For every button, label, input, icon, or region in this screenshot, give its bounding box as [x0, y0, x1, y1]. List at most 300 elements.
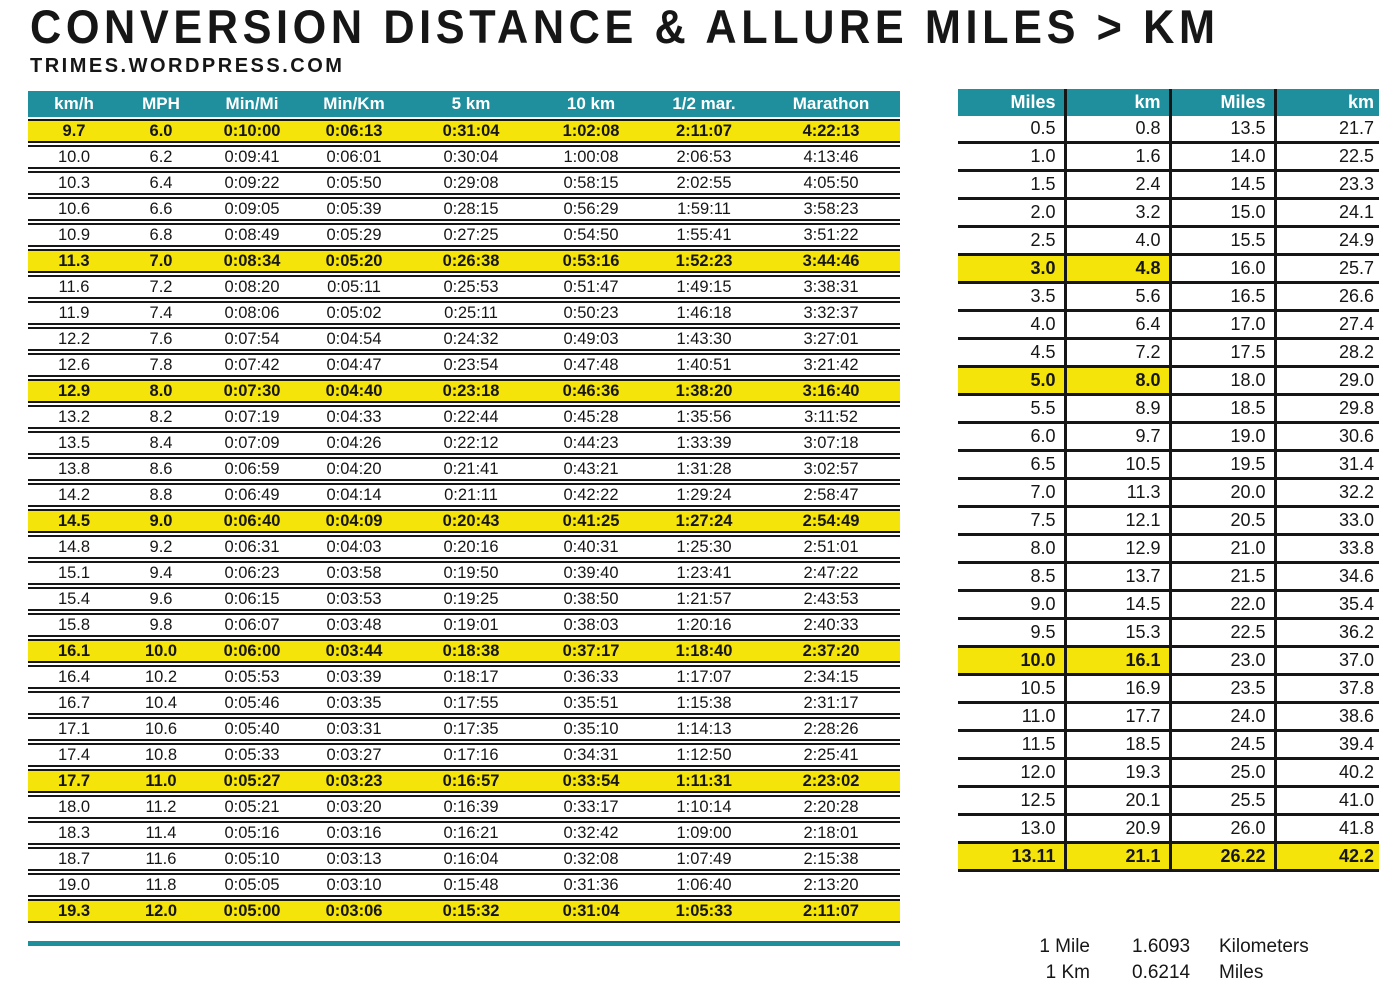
pace-table-cell: 0:05:33 — [202, 743, 302, 767]
pace-table-cell: 0:08:34 — [202, 249, 302, 273]
pace-table-cell: 0:08:49 — [202, 223, 302, 247]
distance-table-cell: 15.0 — [1170, 199, 1275, 227]
distance-table-cell: 23.5 — [1170, 675, 1275, 703]
pace-table-row — [28, 873, 900, 897]
pace-table-cell: 0:07:42 — [202, 353, 302, 377]
site-url: TRIMES.WORDPRESS.COM — [30, 55, 345, 77]
pace-table-cell: 0:04:40 — [302, 379, 406, 403]
pace-table-cell: 0:21:41 — [406, 457, 536, 481]
pace-table-cell: 0:29:08 — [406, 171, 536, 195]
pace-table-cell: 0:18:38 — [406, 639, 536, 663]
pace-table-cell: 0:38:03 — [536, 613, 646, 637]
distance-table-row — [958, 283, 1379, 311]
footnote-km-to-mile — [1008, 960, 1379, 986]
distance-table-cell: 28.2 — [1275, 339, 1379, 367]
distance-table-cell: 6.5 — [958, 451, 1065, 479]
distance-table-cell: 1.0 — [958, 143, 1065, 171]
distance-table-cell: 10.5 — [1065, 451, 1170, 479]
pace-table-cell: 9.8 — [120, 613, 202, 637]
pace-table-cell: 6.2 — [120, 145, 202, 169]
column-header-mph: MPH — [120, 91, 202, 117]
pace-table-cell: 1:29:24 — [646, 483, 762, 507]
pace-table-cell: 7.4 — [120, 301, 202, 325]
distance-table-cell: 16.0 — [1170, 255, 1275, 283]
pace-table-cell: 0:44:23 — [536, 431, 646, 455]
distance-table-cell: 7.0 — [958, 479, 1065, 507]
pace-table-cell: 3:58:23 — [762, 197, 900, 221]
distance-table-row — [958, 451, 1379, 479]
pace-table-cell: 0:06:07 — [202, 613, 302, 637]
pace-table-cell: 3:38:31 — [762, 275, 900, 299]
pace-table-cell: 0:51:47 — [536, 275, 646, 299]
distance-table-row — [958, 675, 1379, 703]
pace-table-cell: 0:05:02 — [302, 301, 406, 325]
distance-table-cell: 3.5 — [958, 283, 1065, 311]
pace-table-cell: 7.6 — [120, 327, 202, 351]
pace-table-cell: 0:17:16 — [406, 743, 536, 767]
distance-table-cell: 14.0 — [1170, 143, 1275, 171]
pace-table-cell: 2:15:38 — [762, 847, 900, 871]
distance-table-row — [958, 255, 1379, 283]
distance-table-cell: 33.0 — [1275, 507, 1379, 535]
distance-table-cell: 41.8 — [1275, 815, 1379, 843]
pace-table-row — [28, 795, 900, 819]
page-title: CONVERSION DISTANCE & ALLURE MILES > KM — [30, 0, 1220, 53]
content — [0, 89, 1379, 986]
distance-table-cell: 4.8 — [1065, 255, 1170, 283]
conversion-notes — [958, 934, 1379, 986]
pace-table-cell: 0:28:15 — [406, 197, 536, 221]
pace-table-cell: 0:36:33 — [536, 665, 646, 689]
pace-table-row — [28, 145, 900, 169]
pace-table-cell: 0:25:11 — [406, 301, 536, 325]
distance-table-row — [958, 507, 1379, 535]
distance-table-cell: 26.6 — [1275, 283, 1379, 311]
pace-table-cell: 0:03:20 — [302, 795, 406, 819]
pace-table-cell: 0:05:16 — [202, 821, 302, 845]
pace-table-cell: 1:49:15 — [646, 275, 762, 299]
pace-table-cell: 0:25:53 — [406, 275, 536, 299]
column-header-min-mi: Min/Mi — [202, 91, 302, 117]
pace-table-cell: 11.3 — [28, 249, 120, 273]
pace-table-cell: 0:03:39 — [302, 665, 406, 689]
pace-table-cell: 0:19:50 — [406, 561, 536, 585]
distance-table-row — [958, 339, 1379, 367]
pace-table-cell: 1:40:51 — [646, 353, 762, 377]
distance-table-cell: 25.0 — [1170, 759, 1275, 787]
pace-table-cell: 0:06:01 — [302, 145, 406, 169]
pace-table-cell: 0:05:50 — [302, 171, 406, 195]
distance-table-cell: 10.0 — [958, 647, 1065, 675]
distance-table-cell: 18.5 — [1170, 395, 1275, 423]
distance-table-cell: 37.0 — [1275, 647, 1379, 675]
pace-table-row — [28, 275, 900, 299]
pace-table-cell: 0:05:00 — [202, 899, 302, 923]
pace-table-cell: 0:06:15 — [202, 587, 302, 611]
pace-table-cell: 0:05:53 — [202, 665, 302, 689]
pace-table-cell: 1:20:16 — [646, 613, 762, 637]
pace-table-cell: 13.5 — [28, 431, 120, 455]
distance-table-cell: 14.5 — [1170, 171, 1275, 199]
pace-table-cell: 2:11:07 — [762, 899, 900, 923]
pace-table-cell: 17.4 — [28, 743, 120, 767]
pace-table-cell: 12.0 — [120, 899, 202, 923]
distance-table-cell: 18.5 — [1065, 731, 1170, 759]
distance-table-row — [958, 535, 1379, 563]
pace-table-cell: 3:11:52 — [762, 405, 900, 429]
column-header-min-km: Min/Km — [302, 91, 406, 117]
pace-table-cell: 0:07:30 — [202, 379, 302, 403]
pace-table-cell: 1:11:31 — [646, 769, 762, 793]
pace-table-cell: 2:40:33 — [762, 613, 900, 637]
distance-table-cell: 21.1 — [1065, 843, 1170, 871]
distance-table-cell: 35.4 — [1275, 591, 1379, 619]
distance-table-cell: 39.4 — [1275, 731, 1379, 759]
distance-table-row — [958, 591, 1379, 619]
pace-table-cell: 0:10:00 — [202, 119, 302, 143]
pace-table-cell: 11.6 — [28, 275, 120, 299]
pace-table-cell: 2:13:20 — [762, 873, 900, 897]
pace-table-cell: 0:07:19 — [202, 405, 302, 429]
pace-table-cell: 8.4 — [120, 431, 202, 455]
pace-table-cell: 1:14:13 — [646, 717, 762, 741]
pace-table-cell: 0:04:33 — [302, 405, 406, 429]
pace-table-cell: 0:03:10 — [302, 873, 406, 897]
pace-table-section — [28, 89, 900, 946]
distance-table-cell: 16.5 — [1170, 283, 1275, 311]
distance-table-cell: 10.5 — [958, 675, 1065, 703]
pace-table-cell: 0:20:43 — [406, 509, 536, 533]
pace-table-cell: 2:37:20 — [762, 639, 900, 663]
pace-table-cell: 9.0 — [120, 509, 202, 533]
distance-table-cell: 19.3 — [1065, 759, 1170, 787]
pace-table-cell: 3:02:57 — [762, 457, 900, 481]
pace-table-cell: 1:02:08 — [536, 119, 646, 143]
pace-table-cell: 0:23:54 — [406, 353, 536, 377]
pace-table-cell: 14.5 — [28, 509, 120, 533]
pace-table-cell: 0:05:40 — [202, 717, 302, 741]
distance-table-cell: 14.5 — [1065, 591, 1170, 619]
pace-table-cell: 4:13:46 — [762, 145, 900, 169]
pace-table-cell: 12.2 — [28, 327, 120, 351]
distance-table-cell: 16.9 — [1065, 675, 1170, 703]
pace-table-row — [28, 899, 900, 923]
pace-table-cell: 1:59:11 — [646, 197, 762, 221]
pace-table-row — [28, 743, 900, 767]
footnote-mile-to-km — [1008, 934, 1379, 960]
pace-table-cell: 10.3 — [28, 171, 120, 195]
pace-table-cell: 1:09:00 — [646, 821, 762, 845]
distance-table-cell: 0.5 — [958, 116, 1065, 143]
distance-table-cell: 20.5 — [1170, 507, 1275, 535]
distance-table-cell: 9.5 — [958, 619, 1065, 647]
distance-table-cell: 18.0 — [1170, 367, 1275, 395]
distance-table-cell: 5.0 — [958, 367, 1065, 395]
distance-table-row — [958, 563, 1379, 591]
pace-table-row — [28, 431, 900, 455]
pace-table-cell: 2:06:53 — [646, 145, 762, 169]
pace-table-cell: 18.0 — [28, 795, 120, 819]
pace-table-cell: 0:37:17 — [536, 639, 646, 663]
distance-table-cell: 33.8 — [1275, 535, 1379, 563]
distance-table-cell: 8.0 — [1065, 367, 1170, 395]
pace-table-cell: 2:11:07 — [646, 119, 762, 143]
pace-table-row — [28, 327, 900, 351]
distance-table-cell: 24.0 — [1170, 703, 1275, 731]
pace-table-row — [28, 665, 900, 689]
pace-table-cell: 0:40:31 — [536, 535, 646, 559]
distance-table-cell: 23.3 — [1275, 171, 1379, 199]
distance-table-row — [958, 731, 1379, 759]
pace-table-cell: 2:51:01 — [762, 535, 900, 559]
distance-table-row — [958, 367, 1379, 395]
distance-table-cell: 15.5 — [1170, 227, 1275, 255]
pace-table-cell: 18.7 — [28, 847, 120, 871]
column-header-10km: 10 km — [536, 91, 646, 117]
pace-table-cell: 1:33:39 — [646, 431, 762, 455]
pace-table-cell: 0:06:31 — [202, 535, 302, 559]
pace-table-cell: 0:39:40 — [536, 561, 646, 585]
pace-table-row — [28, 847, 900, 871]
distance-table-cell: 4.0 — [958, 311, 1065, 339]
pace-table-cell: 0:31:04 — [406, 119, 536, 143]
pace-table-cell: 0:19:25 — [406, 587, 536, 611]
pace-table-cell: 17.7 — [28, 769, 120, 793]
pace-table-cell: 9.7 — [28, 119, 120, 143]
pace-table-row — [28, 457, 900, 481]
pace-table-row — [28, 301, 900, 325]
footnote-unit: Kilometers — [1219, 936, 1309, 957]
distance-table-cell: 11.5 — [958, 731, 1065, 759]
pace-table-cell: 0:20:16 — [406, 535, 536, 559]
distance-table-cell: 22.0 — [1170, 591, 1275, 619]
pace-table-cell: 1:46:18 — [646, 301, 762, 325]
distance-table-cell: 6.0 — [958, 423, 1065, 451]
pace-table-cell: 2:28:26 — [762, 717, 900, 741]
pace-table-cell: 0:09:22 — [202, 171, 302, 195]
distance-table-cell: 29.8 — [1275, 395, 1379, 423]
pace-table-cell: 10.9 — [28, 223, 120, 247]
distance-table-cell: 23.0 — [1170, 647, 1275, 675]
pace-table-cell: 0:19:01 — [406, 613, 536, 637]
pace-table-cell: 0:05:46 — [202, 691, 302, 715]
pace-table-cell: 3:32:37 — [762, 301, 900, 325]
pace-table-cell: 0:05:10 — [202, 847, 302, 871]
distance-table-row — [958, 143, 1379, 171]
pace-table-cell: 0:03:13 — [302, 847, 406, 871]
pace-table-cell: 14.2 — [28, 483, 120, 507]
distance-table-cell: 7.5 — [958, 507, 1065, 535]
pace-table-cell: 0:47:48 — [536, 353, 646, 377]
pace-table-cell: 0:03:58 — [302, 561, 406, 585]
distance-table-cell: 26.0 — [1170, 815, 1275, 843]
distance-table-cell: 4.0 — [1065, 227, 1170, 255]
pace-table-cell: 0:53:16 — [536, 249, 646, 273]
distance-table-cell: 12.0 — [958, 759, 1065, 787]
pace-table-cell: 0:21:11 — [406, 483, 536, 507]
distance-table-cell: 13.5 — [1170, 116, 1275, 143]
pace-table-cell: 0:24:32 — [406, 327, 536, 351]
distance-table-row — [958, 815, 1379, 843]
distance-table-cell: 41.0 — [1275, 787, 1379, 815]
pace-table-cell: 0:09:41 — [202, 145, 302, 169]
pace-table-cell: 0:43:21 — [536, 457, 646, 481]
distance-table-cell: 13.0 — [958, 815, 1065, 843]
pace-table-row — [28, 717, 900, 741]
pace-table-cell: 1:52:23 — [646, 249, 762, 273]
pace-table-row — [28, 223, 900, 247]
footnote-value: 1.6093 — [1132, 936, 1191, 957]
pace-table-cell: 11.4 — [120, 821, 202, 845]
pace-table-cell: 7.0 — [120, 249, 202, 273]
distance-table-row — [958, 423, 1379, 451]
pace-table-cell: 3:27:01 — [762, 327, 900, 351]
distance-table-row — [958, 647, 1379, 675]
pace-table-cell: 0:05:29 — [302, 223, 406, 247]
distance-table-row — [958, 787, 1379, 815]
pace-table-cell: 0:38:50 — [536, 587, 646, 611]
pace-table-cell: 0:05:39 — [302, 197, 406, 221]
pace-table-cell: 0:06:13 — [302, 119, 406, 143]
distance-table-cell: 40.2 — [1275, 759, 1379, 787]
pace-table-cell: 0:33:54 — [536, 769, 646, 793]
pace-table-cell: 10.8 — [120, 743, 202, 767]
pace-table-cell: 0:16:57 — [406, 769, 536, 793]
distance-table-cell: 6.4 — [1065, 311, 1170, 339]
pace-table-row — [28, 509, 900, 533]
pace-table-cell: 13.8 — [28, 457, 120, 481]
pace-table-cell: 0:06:49 — [202, 483, 302, 507]
pace-table-cell: 0:49:03 — [536, 327, 646, 351]
pace-table-row — [28, 171, 900, 195]
pace-table-cell: 2:34:15 — [762, 665, 900, 689]
pace-table-cell: 0:08:20 — [202, 275, 302, 299]
distance-table-section — [958, 89, 1379, 986]
pace-table-cell: 0:08:06 — [202, 301, 302, 325]
distance-table-cell: 22.5 — [1275, 143, 1379, 171]
pace-table-body — [28, 119, 900, 923]
pace-table-cell: 1:06:40 — [646, 873, 762, 897]
pace-table-cell: 16.1 — [28, 639, 120, 663]
pace-table-cell: 10.6 — [28, 197, 120, 221]
pace-table-row — [28, 405, 900, 429]
column-header-5km: 5 km — [406, 91, 536, 117]
distance-table-cell: 24.5 — [1170, 731, 1275, 759]
distance-table-cell: 34.6 — [1275, 563, 1379, 591]
distance-table-cell: 8.5 — [958, 563, 1065, 591]
distance-table-cell: 17.5 — [1170, 339, 1275, 367]
distance-table-row — [958, 311, 1379, 339]
distance-table-row — [958, 171, 1379, 199]
pace-table-row — [28, 587, 900, 611]
distance-table-cell: 31.4 — [1275, 451, 1379, 479]
pace-table-cell: 3:21:42 — [762, 353, 900, 377]
pace-table-row — [28, 249, 900, 273]
distance-table-cell: 21.7 — [1275, 116, 1379, 143]
pace-table-cell: 19.0 — [28, 873, 120, 897]
pace-table-cell: 16.4 — [28, 665, 120, 689]
distance-table-cell: 9.7 — [1065, 423, 1170, 451]
pace-table-cell: 0:15:48 — [406, 873, 536, 897]
pace-table-row — [28, 561, 900, 585]
pace-table-cell: 1:07:49 — [646, 847, 762, 871]
pace-table-row — [28, 769, 900, 793]
distance-table-cell: 17.7 — [1065, 703, 1170, 731]
pace-table-row — [28, 691, 900, 715]
pace-table-cell: 0:03:35 — [302, 691, 406, 715]
distance-table-cell: 20.9 — [1065, 815, 1170, 843]
footnote-value: 0.6214 — [1132, 962, 1191, 983]
pace-table-cell: 7.8 — [120, 353, 202, 377]
column-header-miles-1: Miles — [958, 89, 1065, 116]
pace-table-cell: 1:12:50 — [646, 743, 762, 767]
pace-table-cell: 9.4 — [120, 561, 202, 585]
pace-table-cell: 0:22:12 — [406, 431, 536, 455]
distance-table-body — [958, 116, 1379, 871]
distance-table-cell: 30.6 — [1275, 423, 1379, 451]
distance-table-cell: 21.5 — [1170, 563, 1275, 591]
distance-table-cell: 19.0 — [1170, 423, 1275, 451]
pace-table-cell: 0:16:04 — [406, 847, 536, 871]
distance-table-cell: 2.0 — [958, 199, 1065, 227]
pace-table-cell: 0:03:31 — [302, 717, 406, 741]
pace-table-cell: 0:06:59 — [202, 457, 302, 481]
pace-table-cell: 0:22:44 — [406, 405, 536, 429]
column-header-km-2: km — [1275, 89, 1379, 116]
pace-table-cell: 0:04:54 — [302, 327, 406, 351]
distance-table-cell: 13.11 — [958, 843, 1065, 871]
distance-table-cell: 16.1 — [1065, 647, 1170, 675]
pace-table-cell: 4:22:13 — [762, 119, 900, 143]
pace-table-cell: 0:04:14 — [302, 483, 406, 507]
pace-table-cell: 3:44:46 — [762, 249, 900, 273]
pace-table-cell: 0:04:03 — [302, 535, 406, 559]
pace-table-cell: 0:31:36 — [536, 873, 646, 897]
pace-table-cell: 0:30:04 — [406, 145, 536, 169]
distance-table-row — [958, 619, 1379, 647]
pace-table-cell: 0:03:06 — [302, 899, 406, 923]
pace-table-cell: 12.6 — [28, 353, 120, 377]
pace-table-cell: 0:41:25 — [536, 509, 646, 533]
pace-table-cell: 2:31:17 — [762, 691, 900, 715]
pace-table-cell: 2:43:53 — [762, 587, 900, 611]
pace-table-cell: 18.3 — [28, 821, 120, 845]
pace-table-cell: 1:55:41 — [646, 223, 762, 247]
distance-table-cell: 22.5 — [1170, 619, 1275, 647]
pace-table-cell: 0:09:05 — [202, 197, 302, 221]
distance-table-cell: 5.5 — [958, 395, 1065, 423]
footnote-label: 1 Km — [1045, 962, 1090, 983]
pace-table-cell: 0:56:29 — [536, 197, 646, 221]
distance-table-cell: 37.8 — [1275, 675, 1379, 703]
pace-table-cell: 6.6 — [120, 197, 202, 221]
pace-table-cell: 10.4 — [120, 691, 202, 715]
pace-table-cell: 0:05:05 — [202, 873, 302, 897]
distance-table-row — [958, 759, 1379, 787]
pace-table-cell: 0:03:27 — [302, 743, 406, 767]
pace-table-cell: 0:07:54 — [202, 327, 302, 351]
distance-table-cell: 19.5 — [1170, 451, 1275, 479]
pace-table-cell: 8.0 — [120, 379, 202, 403]
pace-table-cell: 10.6 — [120, 717, 202, 741]
pace-table-cell: 0:06:23 — [202, 561, 302, 585]
pace-table-cell: 8.2 — [120, 405, 202, 429]
pace-table-row — [28, 613, 900, 637]
pace-table-cell: 0:17:35 — [406, 717, 536, 741]
pace-table-cell: 0:03:23 — [302, 769, 406, 793]
pace-table-cell: 0:15:32 — [406, 899, 536, 923]
pace-table-cell: 0:03:48 — [302, 613, 406, 637]
